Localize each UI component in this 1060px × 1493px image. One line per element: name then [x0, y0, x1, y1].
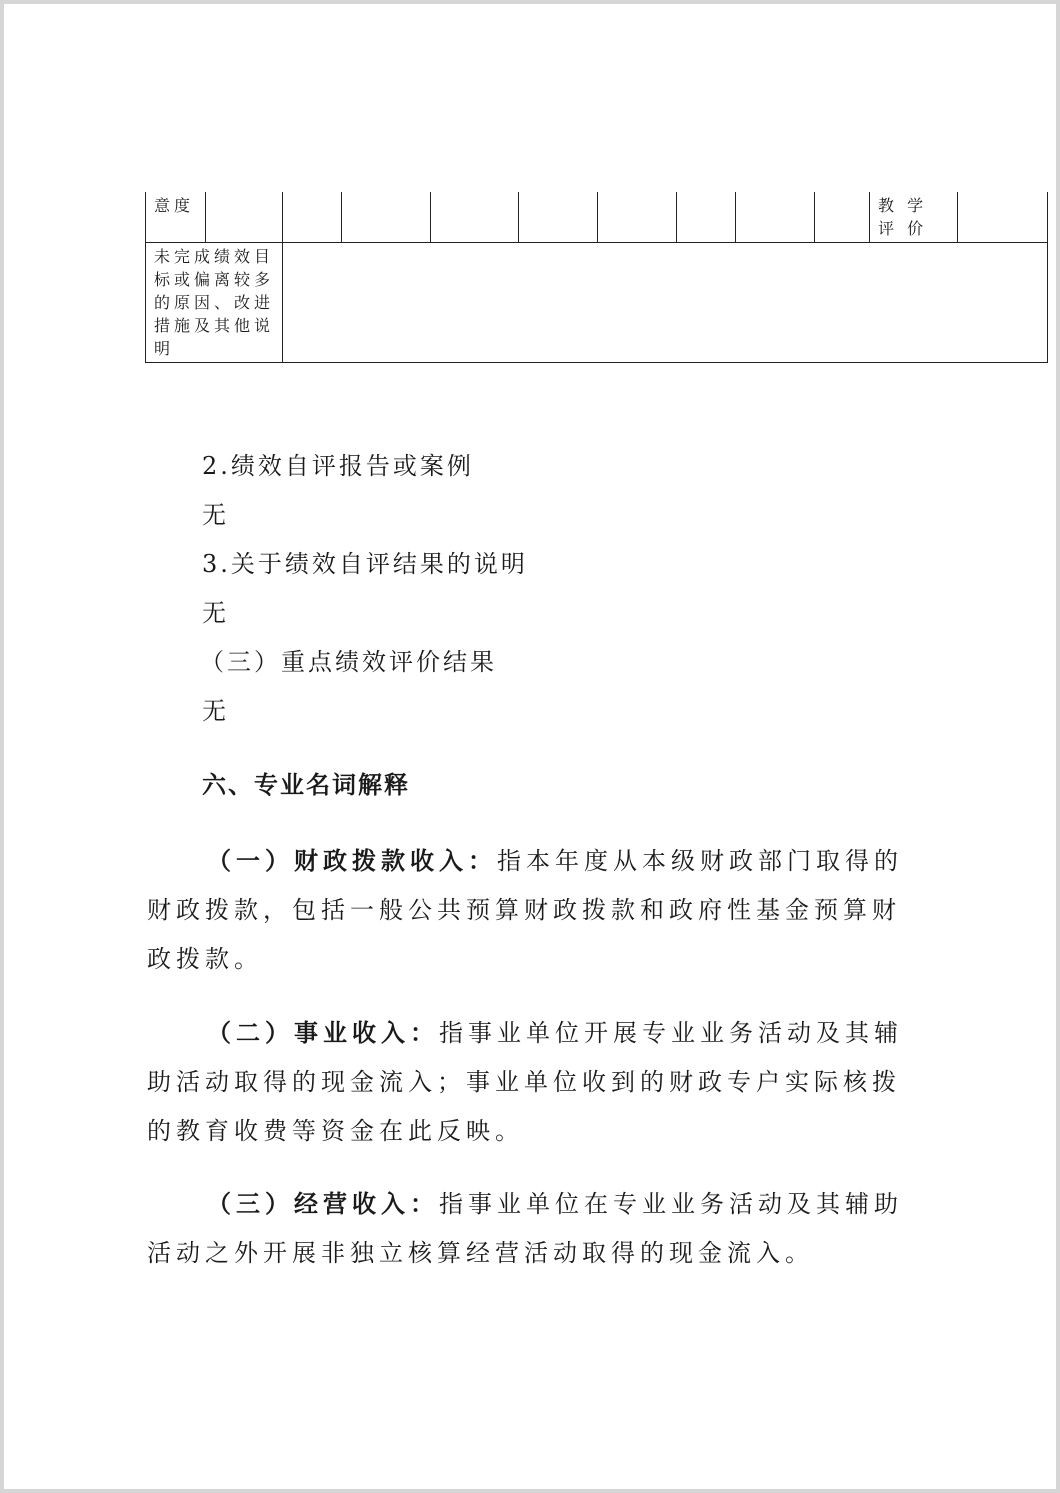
- teaching-evaluation-cell: 教 学 评 价: [870, 192, 958, 243]
- section-3-title: 3.关于绩效自评结果的说明: [202, 550, 528, 578]
- table-row-explanation: [146, 243, 1048, 363]
- table-cell: [958, 192, 1048, 243]
- table-cell: [206, 192, 283, 243]
- definition-term: （三）经营收入：: [207, 1190, 439, 1218]
- table-cell: [736, 192, 815, 243]
- definition-term: （二）事业收入：: [207, 1019, 439, 1047]
- table-cell: [283, 192, 342, 243]
- row-label-explanation: 未完成绩效目标或偏离较多的原因、改进措施及其他说明: [146, 243, 283, 363]
- definition-paragraph: [147, 837, 927, 984]
- explanation-content-cell: [283, 243, 1048, 363]
- key-evaluation-value: 无: [202, 697, 229, 725]
- section-2-title: 2.绩效自评报告或案例: [202, 452, 474, 480]
- table-cell: [519, 192, 598, 243]
- table-cell: [342, 192, 431, 243]
- definition-paragraph: [147, 1180, 927, 1278]
- row-label-satisfaction: 意度: [146, 192, 206, 243]
- table-cell: [431, 192, 519, 243]
- definition-term: （一）财政拨款收入：: [207, 847, 497, 875]
- section-2-value: 无: [202, 501, 229, 529]
- section-3-value: 无: [202, 599, 229, 627]
- definition-text: 指事业单位在专业业务活动及其辅助活动之外开展非独立核算经营活动取得的现金流入。: [147, 1190, 903, 1267]
- performance-table: [145, 192, 1048, 363]
- definition-text: 指事业单位开展专业业务活动及其辅助活动取得的现金流入；事业单位收到的财政专户实际核拨的教育收费等资金在此反映。: [147, 1019, 903, 1145]
- table-row-satisfaction: [146, 192, 1048, 243]
- table-cell: [598, 192, 677, 243]
- table-cell: [815, 192, 870, 243]
- table-cell: [677, 192, 736, 243]
- definition-paragraph: [147, 1009, 927, 1156]
- definition-text: 指本年度从本级财政部门取得的财政拨款，包括一般公共预算财政拨款和政府性基金预算财政拨款。: [147, 847, 903, 973]
- key-evaluation-title: （三）重点绩效评价结果: [200, 648, 497, 676]
- chapter-6-title: 六、专业名词解释: [202, 771, 410, 799]
